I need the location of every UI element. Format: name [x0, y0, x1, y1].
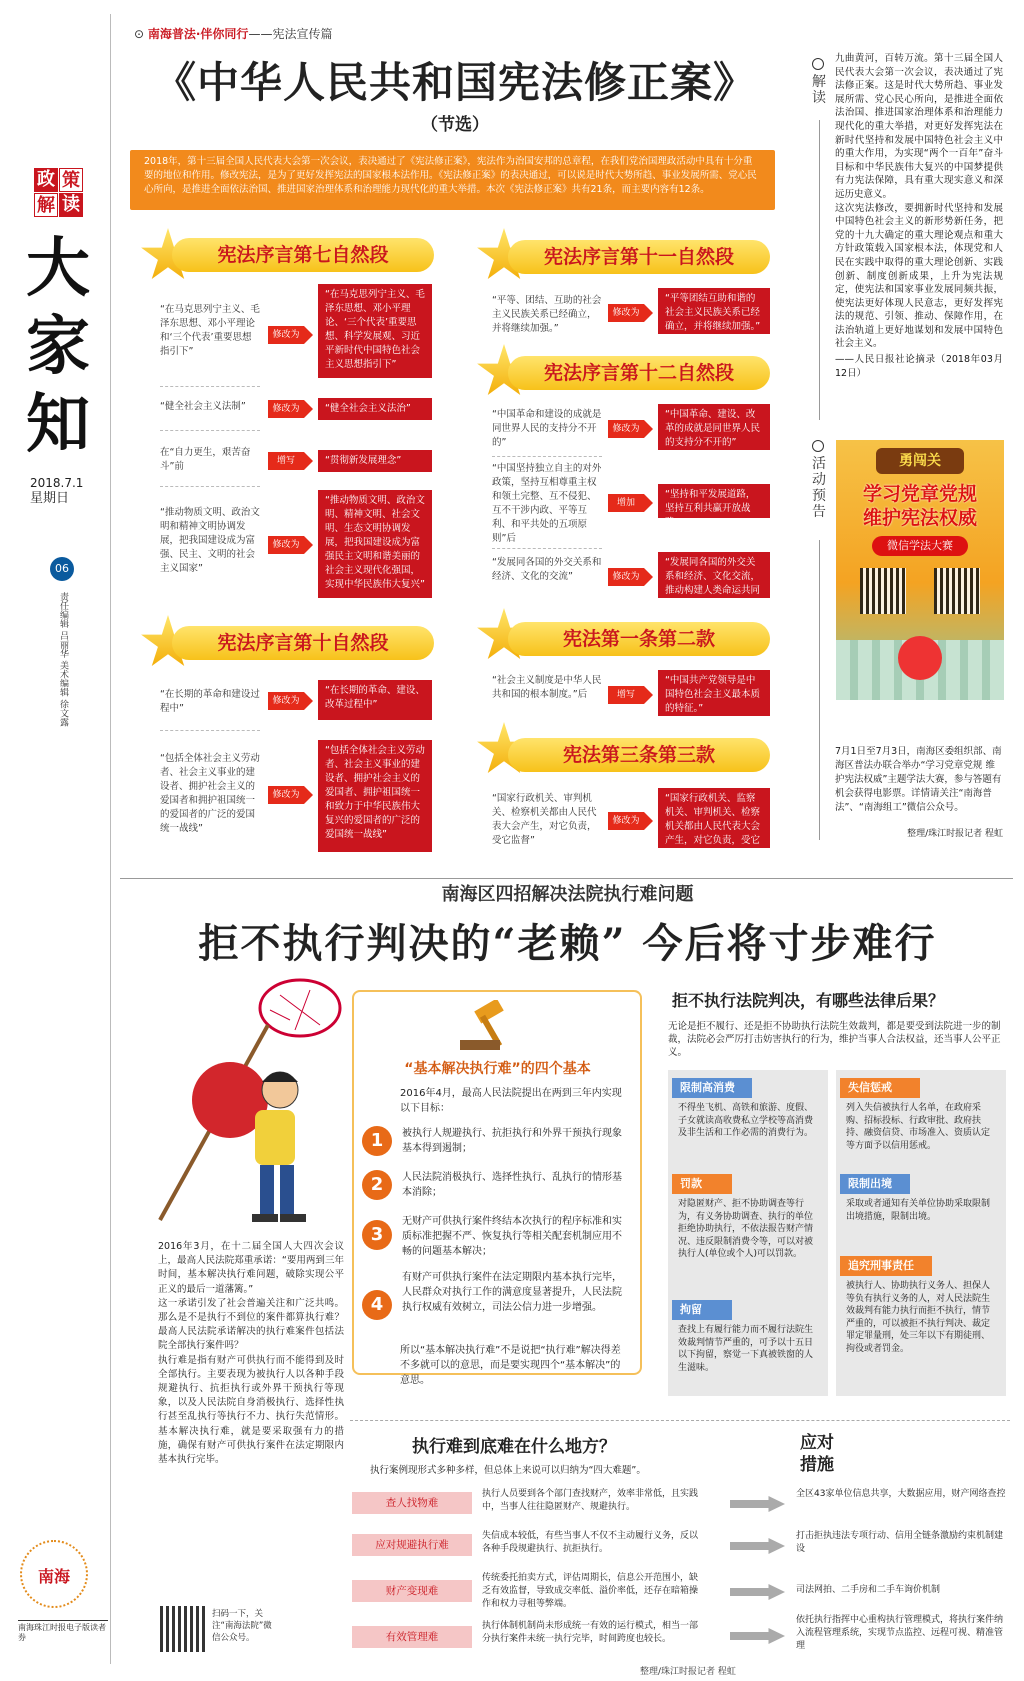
- badge-char: 政: [34, 168, 58, 192]
- section-divider: [120, 878, 1013, 879]
- lion-mascot-icon: [898, 636, 942, 680]
- action-arrow: 修改为: [268, 786, 304, 804]
- section-title-char: 大: [26, 231, 90, 306]
- consequence-text: 对隐匿财产、拒不协助调查等行为，有义务协助调查、执行的单位拒绝协助执行，不依法报告财产情况、违反限制消费令等，可以对被执行人(单位或个人)可以罚款。: [678, 1199, 814, 1259]
- consequence-text: 被执行人、协助执行义务人、担保人等负有执行义务的人，对人民法院生效裁判有能力执行而拒不执行，情节严重的，可以被拒不执行判决、裁定罪定罪量刑，处三年以下有期徒刑、拘役或者罚金。: [846, 1281, 991, 1354]
- original-text: “发展同各国的外交关系和经济、文化的交流”: [492, 557, 602, 582]
- divider: [819, 540, 820, 840]
- byline: 整理/珠江时报记者 程虹: [907, 829, 1003, 839]
- issue-date: [30, 475, 83, 507]
- difficulty-lead: 执行案例现形式多种多样，但总体上来说可以归纳为“四大难题”。: [370, 1465, 646, 1476]
- original-text: “中国坚持独立自主的对外政策，坚持互相尊重主权和领土完整、互不侵犯、互不干涉内政、平等互利、和平共处的五项原则”后: [492, 463, 602, 544]
- original-text: “健全社会主义法制”: [160, 401, 246, 412]
- four-basics-footnote: 所以“基本解决执行难”不是说把“执行难”解决得差不多就可以的意思，而是要实现四个“基本解决”的意思。: [400, 1345, 621, 1386]
- badge-char: 策: [59, 168, 83, 192]
- amended-text: “在马克思列宁主义、毛泽东思想、邓小平理论、‘三个代表’重要思想、科学发展观、习近平新时代中国特色社会主义思想指引下”: [318, 284, 432, 378]
- original-text: “社会主义制度是中华人民共和国的根本制度。”后: [492, 675, 602, 700]
- section-heading: 宪法序言第十自然段: [172, 626, 434, 660]
- action-arrow: 增写: [268, 452, 304, 470]
- section-heading: 宪法序言第十二自然段: [508, 356, 770, 390]
- amended-text: “健全社会主义法治”: [318, 398, 432, 420]
- amended-text: “坚持和平发展道路，坚持互利共赢开放战略”: [658, 484, 770, 518]
- original-text: “国家行政机关、审判机关、检察机关都由人民代表大会产生，对它负责，受它监督”: [492, 793, 597, 846]
- activity-poster: [836, 440, 1004, 700]
- original-text: “平等、团结、互助的社会主义民族关系已经确立，并将继续加强。”: [492, 295, 602, 334]
- amended-text: “中国共产党领导是中国特色社会主义最本质的特征。”: [658, 670, 770, 716]
- consequence-text: 列入失信被执行人名单，在政府采购、招标投标、行政审批、政府扶持、融资信贷、市场准入、资质认定等方面予以信用惩戒。: [846, 1103, 991, 1151]
- number-badge: 1: [362, 1126, 392, 1156]
- activity-label: 活动预告: [812, 440, 828, 520]
- difficulty-text: 失信成本较低，有些当事人不仅不主动履行义务，反以各种手段规避执行、抗拒执行。: [482, 1531, 699, 1554]
- action-arrow: 修改为: [268, 536, 304, 554]
- qr-caption: 扫码一下，关注“南海法院”微信公众号。: [212, 1609, 272, 1643]
- date: 2018.7.1: [30, 476, 84, 490]
- original-text: “中国革命和建设的成就是同世界人民的支持分不开的”: [492, 409, 602, 448]
- four-basics-lead: 2016年4月，最高人民法院提出在两到三年内实现以下目标：: [400, 1088, 622, 1114]
- consequence-item: [840, 1256, 1002, 1359]
- measure-text: 打击拒执违法专项行动、信用全链条激励约束机制建设: [796, 1531, 1004, 1554]
- article-body: 2016年3月，在十二届全国人大四次会议上，最高人民法院郑重承诺：“要用两到三年时间，基本解决执行难问题，破除实现公平正义的最后一道藩篱。” 这一承诺引发了社会普遍关注和广泛共鸣。那么是不是执行不到位的案件都算执行难？最高人民法院承诺解决的执行难案件包括法院全部执行案件吗？ 执行难是指有财产可供执行而不能得到及时全部执行。主要表现为被执行人以各种手段规避执行、抗拒执行或外界干预执行等现象，以及人民法院自身消极执行、选择性执行甚至乱执行等执行不力、执行失范情形。基本解决执行难，就是要采取强有力的措施，确保有财产可供执行案件在法定期限内基本执行完毕。: [158, 1241, 344, 1466]
- section-divider: [350, 1420, 1010, 1421]
- number-badge: 3: [362, 1220, 392, 1250]
- left-rail: [0, 0, 112, 1681]
- consequence-item: [672, 1078, 822, 1144]
- badge-char: 读: [59, 193, 83, 217]
- consequence-item: [840, 1078, 1002, 1156]
- original-text: “推动物质文明、政治文明和精神文明协调发展，把我国建设成为富强、民主、文明的社会主义国家”: [160, 507, 260, 574]
- arrow-right-icon: [730, 1496, 785, 1512]
- four-basics-title: “基本解决执行难”的四个基本: [404, 1061, 591, 1077]
- difficulty-text: 传统委托拍卖方式，评估周期长，信息公开范围小，缺乏有效监督，导致成交率低、溢价率低，还存在暗箱操作和权力寻租等弊端。: [482, 1573, 699, 1609]
- measure-text: 全区43家单位信息共享，大数据应用，财产网络查控: [796, 1489, 1006, 1499]
- action-arrow: 修改为: [608, 568, 644, 586]
- consequence-tag: 追究刑事责任: [840, 1256, 932, 1276]
- section-title-char: 家: [26, 309, 90, 384]
- consequence-text: 不得坐飞机、高铁和旅游、度假、子女就读高收费私立学校等高消费及非生活和工作必需的消费行为。: [678, 1103, 814, 1138]
- action-arrow: 增加: [608, 494, 644, 512]
- consequences-title: 拒不执行法院判决，有哪些法律后果？: [672, 991, 945, 1010]
- action-arrow: 修改为: [608, 812, 644, 830]
- activity-text: [835, 745, 1003, 841]
- original-text: 在“自力更生，艰苦奋斗”前: [160, 447, 251, 472]
- rail-footer: 南海珠江时报电子版读者券: [18, 1620, 108, 1643]
- nanhai-seal-logo: 南海: [20, 1540, 88, 1608]
- measure-text: 依托执行指挥中心重构执行管理模式，将执行案件纳入流程管理系统，实现节点监控、远程可视、精准管理: [796, 1615, 1004, 1651]
- section-title: [22, 230, 94, 464]
- play-icon: [812, 58, 824, 70]
- action-arrow: 修改为: [268, 400, 304, 418]
- amended-text: “平等团结互助和谐的社会主义民族关系已经确立，并将继续加强。”: [658, 288, 770, 334]
- original-text: “包括全体社会主义劳动者、社会主义事业的建设者、拥护社会主义的爱国者和拥护祖国统一的爱国者的广泛的爱国统一战线”: [160, 753, 260, 834]
- qr-code: [160, 1606, 206, 1652]
- basic-item: 被执行人规避执行、抗拒执行和外界干预执行现象基本得到遏制；: [402, 1128, 622, 1154]
- section-heading: 宪法第三条第三款: [508, 738, 770, 772]
- amended-text: “国家行政机关、监察机关、审判机关、检察机关都由人民代表大会产生，对它负责，受它监督”: [658, 788, 770, 848]
- consequence-item: [840, 1174, 1002, 1227]
- action-arrow: 修改为: [608, 304, 644, 322]
- basic-item: 人民法院消极执行、选择性执行、乱执行的情形基本消除；: [402, 1172, 622, 1198]
- commentary-label: 解读: [812, 58, 828, 106]
- consequence-tag: 拘留: [672, 1300, 732, 1320]
- headline: 拒不执行判决的“老赖” 今后将寸步难行: [198, 920, 937, 967]
- original-text: “在长期的革命和建设过程中”: [160, 689, 260, 714]
- weekday: 星期日: [30, 491, 70, 506]
- original-text: “在马克思列宁主义、毛泽东思想、邓小平理论和‘三个代表’重要思想指引下”: [160, 304, 260, 357]
- poster-subtitle: 微信学法大赛: [872, 536, 968, 556]
- amended-text: “包括全体社会主义劳动者、社会主义事业的建设者、拥护社会主义的爱国者、拥护祖国统一和致力于中华民族伟大复兴的爱国者的广泛的爱国统一战线”: [318, 740, 432, 852]
- consequence-tag: 罚款: [672, 1174, 732, 1194]
- consequence-item: [672, 1300, 822, 1378]
- badge-char: 解: [34, 193, 58, 217]
- number-badge: 4: [362, 1290, 392, 1320]
- consequence-tag: 限制出境: [840, 1174, 910, 1194]
- amended-text: “推动物质文明、政治文明、精神文明、社会文明、生态文明协调发展，把我国建设成为富强民主文明和谐美丽的社会主义现代化强国，实现中华民族伟大复兴”: [318, 490, 432, 598]
- basic-item: 无财产可供执行案件终结本次执行的程序标准和实质标准把握不严、恢复执行等相关配套机制应用不畅的问题基本解决；: [402, 1216, 622, 1257]
- commentary-body: 九曲黄河，百转万流。第十三届全国人民代表大会第一次会议，表决通过了宪法修正案。这是时代大势所趋、事业发展所需、党心民心所向，是推进全面依法治国、推进国家治理体系和治理能力现代化的重大举措，对更好发挥宪法在新时代坚持和发展中国特色社会主义中的重大作用，为实现“两个一百年”奋斗目标和中华民族伟大复兴的中国梦提供有力宪法保障，具有重大现实意义和深远历史意义。 这次宪法修改，要拥新时代坚持和发展中国特色社会主义的新形势新任务，把党的十九大确定的重大理论观点和重大方针政策载入国家根本法，体现党和人民在实践中取得的重大理论创新、实践创新、制度创新成果，上升为宪法规定，使宪法和国家事业发展同频共振，使宪法更好体现人民意志，更好发挥宪法的规范、引领、推动、保障作用，在法治轨道上更好地谋划和发展中国特色社会主义。: [835, 53, 1003, 350]
- number-badge: 2: [362, 1170, 392, 1200]
- difficulty-label: 查人找物难: [352, 1492, 472, 1514]
- commentary-source: ——人民日报社论摘录（2018年03月12日）: [835, 354, 1003, 379]
- cartoon-illustration: [120, 970, 350, 1245]
- amended-text: “在长期的革命、建设、改革过程中”: [318, 680, 432, 720]
- page-title: 《中华人民共和国宪法修正案》: [153, 58, 756, 107]
- action-arrow: 修改为: [608, 420, 644, 438]
- difficulty-label: 应对规避执行难: [352, 1534, 472, 1556]
- qr-code: [860, 568, 906, 614]
- kicker: 南海区四招解决法院执行难问题: [441, 884, 694, 905]
- consequence-item: [672, 1174, 822, 1265]
- arrow-right-icon: [730, 1584, 785, 1600]
- section-heading: 宪法第一条第二款: [508, 622, 770, 656]
- commentary-text: [835, 52, 1003, 380]
- policy-reading-badge: [34, 168, 84, 218]
- activity-body: 7月1日至7月3日，南海区委组织部、南海区普法办联合举办“学习党章党规 维护宪法权威”主题学法大赛，参与答题有机会获得电影票。详情请关注“南海普法”、“南海组工”微信公众号。: [835, 746, 1002, 813]
- amended-text: “中国革命、建设、改革的成就是同世界人民的支持分不开的”: [658, 404, 770, 450]
- consequence-text: 采取或者通知有关单位协助采取限制出境措施，限制出境。: [846, 1199, 991, 1222]
- intro-box: 2018年，第十三届全国人民代表大会第一次会议，表决通过了《宪法修正案》，宪法作为治国安邦的总章程，在我们党治国理政活动中具有十分重要的地位和作用。修改宪法，是为了更好发挥宪法的国家根本法作用。《宪法修正案》的表决通过，可以说是时代大势所趋、事业发展所需、党心民心所向，是推进全面依法治国、推进国家治理体系和治理能力现代化的重大举措。本次《宪法修正案》共有21条，而主要内容有12条。: [130, 150, 775, 210]
- consequence-text: 查找上有履行能力而不履行法院生效裁判情节严重的，可予以十五日以下拘留，察觉一下真被铁窗的人生滋味。: [678, 1325, 814, 1373]
- page-number: 06: [50, 557, 74, 581]
- rail-divider: [110, 14, 111, 1664]
- qr-code: [934, 568, 980, 614]
- consequences-lead: 无论是拒不履行、还是拒不协助执行法院生效裁判，都是要受到法院进一步的制裁，法院必会严厉打击妨害执行的行为，维护当事人合法权益，还当事人公平正义。: [668, 1021, 1001, 1058]
- measures-title: 应对措施: [800, 1433, 834, 1475]
- action-arrow: 修改为: [268, 326, 304, 344]
- arrow-right-icon: [730, 1538, 785, 1554]
- action-arrow: 增写: [608, 686, 644, 704]
- poster-badge: 勇闯关: [876, 448, 964, 474]
- divider: [819, 120, 820, 420]
- section-heading: 宪法序言第七自然段: [172, 238, 434, 272]
- editors: 责任编辑 吕丽华 美术编辑 徐文露: [58, 592, 68, 727]
- section-title-char: 知: [26, 387, 90, 462]
- amended-text: “贯彻新发展理念”: [318, 450, 432, 472]
- byline: 整理/珠江时报记者 程虹: [640, 1667, 736, 1677]
- consequence-tag: 失信惩戒: [840, 1078, 920, 1098]
- series-label: ⊙ 南海普法·伴你同行——宪法宣传篇: [134, 27, 333, 41]
- difficulty-label: 有效管理难: [352, 1626, 472, 1648]
- gavel-icon: [440, 1000, 540, 1055]
- difficulty-label: 财产变现难: [352, 1580, 472, 1602]
- poster-title: 学习党章党规 维护宪法权威: [862, 483, 977, 529]
- amended-text: “发展同各国的外交关系和经济、文化交流，推动构建人类命运共同体”: [658, 552, 770, 598]
- section-heading: 宪法序言第十一自然段: [508, 240, 770, 274]
- arrow-right-icon: [730, 1628, 785, 1644]
- measure-text: 司法网拍、二手房和二手车询价机制: [796, 1585, 941, 1595]
- action-arrow: 修改为: [268, 692, 304, 710]
- basic-item: 有财产可供执行案件在法定期限内基本执行完毕，人民群众对执行工作的满意度显著提升，人民法院执行权威有效树立，司法公信力进一步增强。: [402, 1272, 622, 1313]
- play-icon: [812, 440, 824, 452]
- difficulty-text: 执行体制机制尚未形成统一有效的运行模式，相当一部分执行案件未统一执行完毕，时间跨度也较长。: [482, 1621, 699, 1644]
- consequence-tag: 限制高消费: [672, 1078, 752, 1098]
- difficulty-text: 执行人员要到各个部门查找财产，效率非常低，且实践中，当事人往往隐匿财产、规避执行。: [482, 1489, 699, 1512]
- page-subtitle: （节选）: [421, 115, 489, 135]
- difficulty-title: 执行难到底难在什么地方？: [412, 1437, 616, 1457]
